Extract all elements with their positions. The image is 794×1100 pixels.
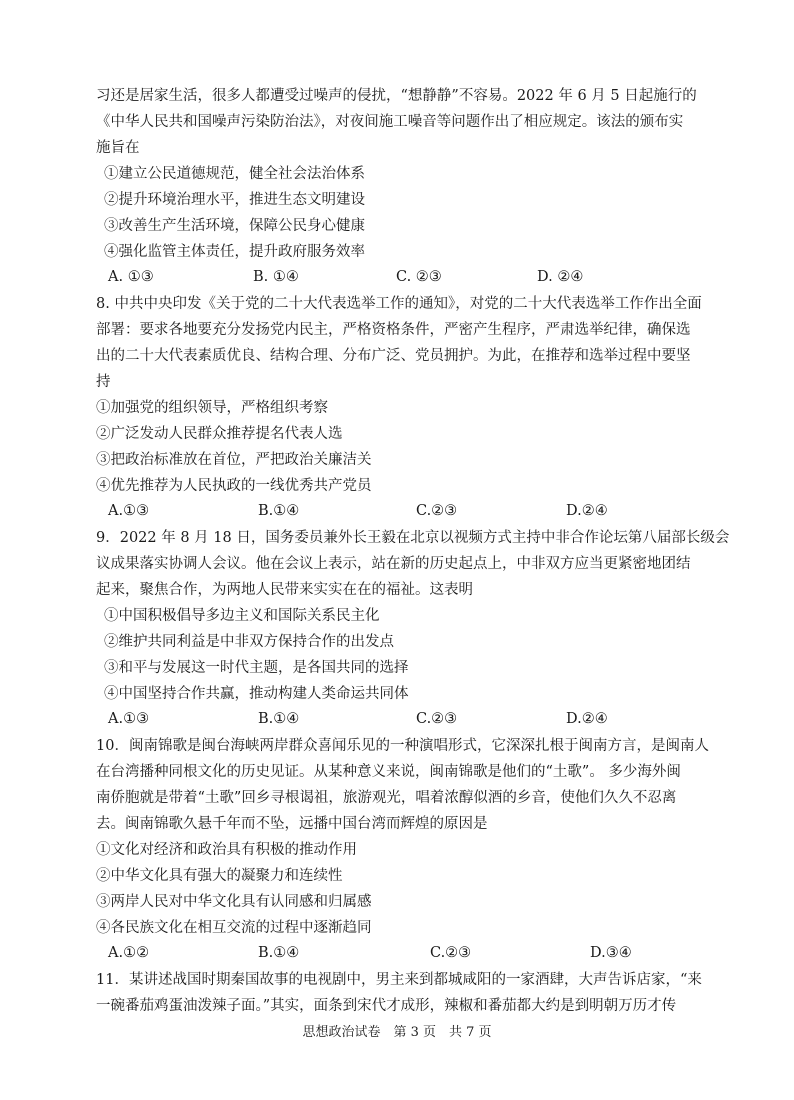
q7-option-c[interactable]: C. ②③ — [396, 269, 442, 285]
q10-item-3: ③两岸人民对中华文化具有认同感和归属感 — [96, 894, 372, 910]
q7-item-1: ①建立公民道德规范，健全社会法治体系 — [104, 166, 365, 182]
q8-item-2: ②广泛发动人民群众推荐提名代表人选 — [96, 426, 343, 442]
q8-text-line-3: 出的二十大代表素质优良、结构合理、分布广泛、党员拥护。为此，在推荐和选举过程中要坚 — [96, 348, 691, 364]
q9-options — [0, 709, 794, 729]
q9-text-line-3: 起来，聚焦合作，为两地人民带来实实在在的福祉。这表明 — [96, 582, 473, 598]
q9-item-4: ④中国坚持合作共赢，推动构建人类命运共同体 — [104, 686, 409, 702]
q7-text-line-3: 施旨在 — [96, 140, 140, 156]
q10-text-line-3: 南侨胞就是带着“土歌”回乡寻根谒祖，旅游观光，唱着浓醇似酒的乡音，使他们久久不忍离 — [96, 790, 677, 806]
q10-text-line-4: 去。闽南锦歌久悬千年而不坠，远播中国台湾而辉煌的原因是 — [96, 816, 488, 832]
q10-item-2: ②中华文化具有强大的凝聚力和连续性 — [96, 868, 343, 884]
q10-item-4: ④各民族文化在相互交流的过程中逐渐趋同 — [96, 920, 372, 936]
q9-text-line-1: 9．2022 年 8 月 18 日，国务委员兼外长王毅在北京以视频方式主持中非合作论坛第八届部长级会 — [96, 530, 730, 546]
page-footer: 思想政治试卷 第 3 页 共 7 页 — [302, 1025, 492, 1040]
q8-text-line-4: 持 — [96, 374, 111, 390]
q8-option-a[interactable]: A.①③ — [108, 503, 150, 519]
q9-option-a[interactable]: A.①③ — [108, 711, 150, 727]
q11-text-line-1: 11．某讲述战国时期秦国故事的电视剧中，男主来到都城咸阳的一家酒肆，大声告诉店家，“来 — [96, 972, 702, 988]
q9-item-2: ②维护共同利益是中非双方保持合作的出发点 — [104, 634, 394, 650]
q10-option-a[interactable]: A.①② — [108, 945, 150, 961]
q8-option-c[interactable]: C.②③ — [416, 503, 458, 519]
q9-text-line-2: 议成果落实协调人会议。他在会议上表示，站在新的历史起点上，中非双方应当更紧密地团结 — [96, 556, 691, 572]
q8-text-line-1: 8. 中共中央印发《关于党的二十大代表选举工作的通知》，对党的二十大代表选举工作作出全面 — [96, 296, 702, 312]
q11-text-line-2: 一碗番茄鸡蛋油泼辣子面。”其实，面条到宋代才成形，辣椒和番茄都大约是到明朝万历才传 — [96, 998, 677, 1014]
q7-item-4: ④强化监管主体责任，提升政府服务效率 — [104, 244, 365, 260]
q10-option-b[interactable]: B.①④ — [258, 945, 300, 961]
q8-item-4: ④优先推荐为人民执政的一线优秀共产党员 — [96, 478, 372, 494]
q7-item-3: ③改善生产生活环境，保障公民身心健康 — [104, 218, 365, 234]
q7-option-a[interactable]: A. ①③ — [108, 269, 154, 285]
q9-item-3: ③和平与发展这一时代主题，是各国共同的选择 — [104, 660, 409, 676]
q8-item-1: ①加强党的组织领导，严格组织考察 — [96, 400, 328, 416]
q8-text-line-2: 部署：要求各地要充分发扬党内民主，严格资格条件，严密产生程序，严肃选举纪律，确保选 — [96, 322, 691, 338]
q9-item-1: ①中国积极倡导多边主义和国际关系民主化 — [104, 608, 380, 624]
q8-options — [0, 501, 794, 521]
q7-text-line-1: 习还是居家生活，很多人都遭受过噪声的侵扰，“想静静”不容易。2022 年 6 月 5 日起施行的 — [96, 88, 697, 104]
q9-option-d[interactable]: D.②④ — [566, 711, 608, 727]
q7-option-d[interactable]: D. ②④ — [537, 269, 584, 285]
q7-options — [0, 267, 794, 287]
q7-item-2: ②提升环境治理水平，推进生态文明建设 — [104, 192, 365, 208]
q10-options — [0, 943, 794, 963]
q8-item-3: ③把政治标准放在首位，严把政治关廉洁关 — [96, 452, 372, 468]
q10-text-line-2: 在台湾播种同根文化的历史见证。从某种意义来说，闽南锦歌是他们的“土歌”。 多少海外闽 — [96, 764, 681, 780]
q10-option-c[interactable]: C.②③ — [430, 945, 472, 961]
q7-text-line-2: 《中华人民共和国噪声污染防治法》，对夜间施工噪音等问题作出了相应规定。该法的颁布实 — [96, 114, 684, 130]
q9-option-b[interactable]: B.①④ — [258, 711, 300, 727]
q7-option-b[interactable]: B. ①④ — [253, 269, 299, 285]
q10-item-1: ①文化对经济和政治具有积极的推动作用 — [96, 842, 357, 858]
q10-option-d[interactable]: D.③④ — [590, 945, 632, 961]
q8-option-d[interactable]: D.②④ — [566, 503, 608, 519]
q10-text-line-1: 10．闽南锦歌是闽台海峡两岸群众喜闻乐见的一种演唱形式，它深深扎根于闽南方言，是闽南人 — [96, 738, 709, 754]
q9-option-c[interactable]: C.②③ — [416, 711, 458, 727]
q8-option-b[interactable]: B.①④ — [258, 503, 300, 519]
